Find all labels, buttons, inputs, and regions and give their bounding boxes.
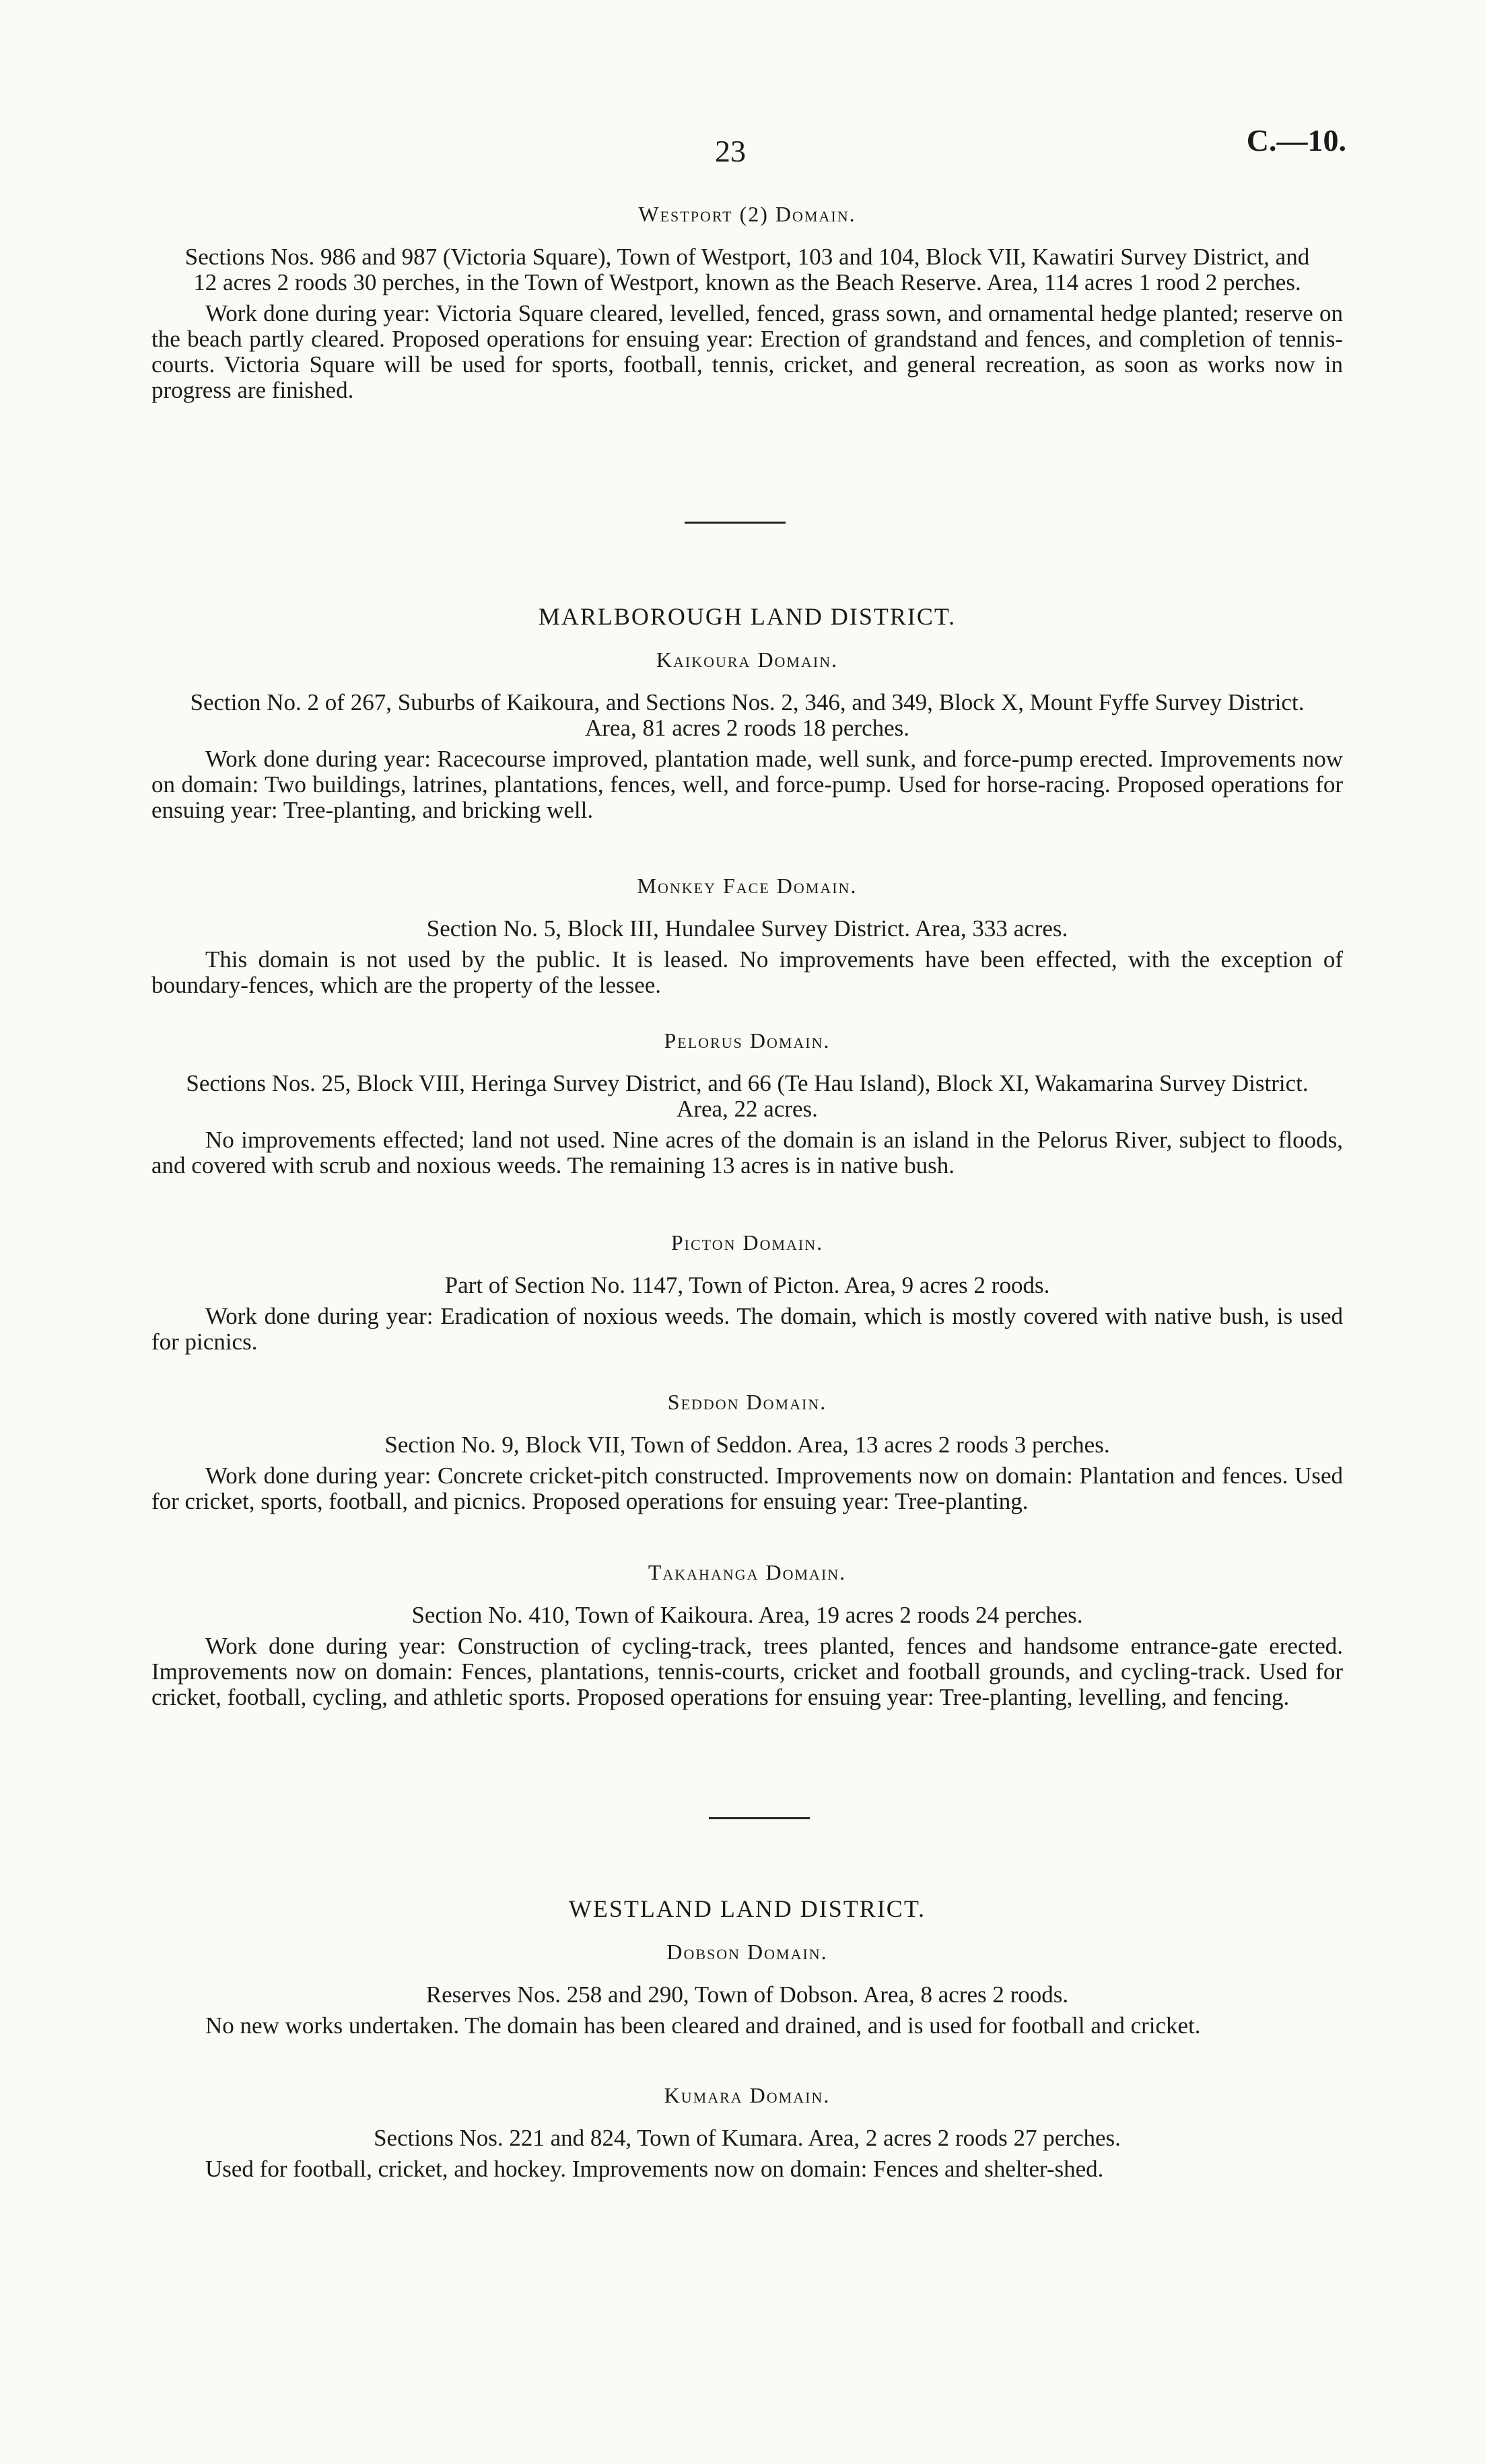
domain-description: Work done during year: Eradication of noxious weeds. The domain, which is mostly covered with native bush, is used for picnics. xyxy=(151,1303,1343,1355)
domain-picton xyxy=(151,1230,1343,1355)
domain-title: Kaikoura Domain. xyxy=(656,647,839,672)
domain-title: Kumara Domain. xyxy=(664,2083,831,2107)
domain-seddon xyxy=(151,1390,1343,1514)
domain-monkey-face xyxy=(151,874,1343,998)
domain-title: Monkey Face Domain. xyxy=(637,874,858,898)
domain-location: Section No. 9, Block VII, Town of Seddon. Area, 13 acres 2 roods 3 perches. xyxy=(384,1432,1110,1458)
domain-westport xyxy=(151,202,1343,403)
domain-title: Pelorus Domain. xyxy=(664,1028,831,1053)
domain-location: Section No. 410, Town of Kaikoura. Area, 19 acres 2 roods 24 perches. xyxy=(411,1602,1083,1628)
district-title-marlborough: MARLBOROUGH LAND DISTRICT. xyxy=(538,603,957,630)
document-reference: C.—10. xyxy=(1246,123,1346,157)
page-number: 23 xyxy=(715,134,746,168)
domain-kaikoura xyxy=(151,647,1343,823)
domain-title: Picton Domain. xyxy=(670,1230,824,1255)
domain-description: Work done during year: Construction of cycling-track, trees planted, fences and handsome entrance-gate erected. Improvements now on domain: Fences, plantations, tennis-courts, cricket and football grounds, and cycling-track. Used for cricket, football, cycling, and athletic sports. Proposed operations for ensuing year: Tree-planting, levelling, and fencing. xyxy=(151,1633,1343,1710)
domain-description: No new works undertaken. The domain has been cleared and drained, and is used for football and cricket. xyxy=(205,2012,1201,2039)
domain-description: Work done during year: Victoria Square cleared, levelled, fenced, grass sown, and ornamental hedge planted; reserve on the beach partly cleared. Proposed operations for ensuing year: Erection of grandstand and fences, and completion of tennis-courts. Victoria Square will be used for sports, football, tennis, cricket, and general recreation, as soon as works now in progress are finished. xyxy=(151,300,1343,403)
domain-title: Westport (2) Domain. xyxy=(638,202,856,226)
domain-description: This domain is not used by the public. It is leased. No improvements have been effected, with the exception of boundary-fences, which are the property of the lessee. xyxy=(151,946,1343,998)
domain-location: Part of Section No. 1147, Town of Picton. Area, 9 acres 2 roods. xyxy=(444,1272,1050,1298)
domain-takahanga xyxy=(151,1560,1343,1710)
section-divider xyxy=(685,522,786,524)
domain-location: Section No. 2 of 267, Suburbs of Kaikoura, and Sections Nos. 2, 346, and 349, Block X, Mount Fyffe Survey District. Area, 81 acres 2 roods 18 perches. xyxy=(190,689,1305,741)
domain-description: No improvements effected; land not used. Nine acres of the domain is an island in the Pelorus River, subject to floods, and covered with scrub and noxious weeds. The remaining 13 acres is in native bush. xyxy=(151,1127,1343,1178)
section-divider xyxy=(709,1817,810,1819)
domain-description: Work done during year: Racecourse improved, plantation made, well sunk, and force-pump erected. Improvements now on domain: Two buildings, latrines, plantations, fences, well, and force-pump. Used for horse-racing. Proposed operations for ensuing year: Tree-planting, and bricking well. xyxy=(151,746,1343,823)
domain-dobson xyxy=(151,1940,1343,2039)
domain-location: Sections Nos. 986 and 987 (Victoria Square), Town of Westport, 103 and 104, Block VII, Kawatiri Survey District, and 12 acres 2 roods 30 perches, in the Town of Westport, known as the Beach Reserve. Area, 114 acres 1 rood 2 perches. xyxy=(184,244,1310,295)
domain-title: Takahanga Domain. xyxy=(648,1560,847,1584)
domain-description: Work done during year: Concrete cricket-pitch constructed. Improvements now on domain: Plantation and fences. Used for cricket, sports, football, and picnics. Proposed operations for ensuing year: Tree-planting. xyxy=(151,1463,1343,1514)
domain-title: Dobson Domain. xyxy=(666,1940,828,1964)
domain-location: Sections Nos. 25, Block VIII, Heringa Survey District, and 66 (Te Hau Island), Block XI, Wakamarina Survey District. Area, 22 acres. xyxy=(186,1070,1309,1122)
domain-location: Section No. 5, Block III, Hundalee Survey District. Area, 333 acres. xyxy=(426,915,1068,942)
domain-location: Sections Nos. 221 and 824, Town of Kumara. Area, 2 acres 2 roods 27 perches. xyxy=(374,2125,1121,2151)
domain-pelorus xyxy=(151,1028,1343,1178)
domain-kumara xyxy=(151,2083,1343,2182)
district-title-westland: WESTLAND LAND DISTRICT. xyxy=(568,1895,926,1922)
domain-description: Used for football, cricket, and hockey. Improvements now on domain: Fences and shelter-shed. xyxy=(205,2156,1104,2182)
domain-location: Reserves Nos. 258 and 290, Town of Dobson. Area, 8 acres 2 roods. xyxy=(425,1981,1069,2008)
domain-title: Seddon Domain. xyxy=(667,1390,827,1414)
